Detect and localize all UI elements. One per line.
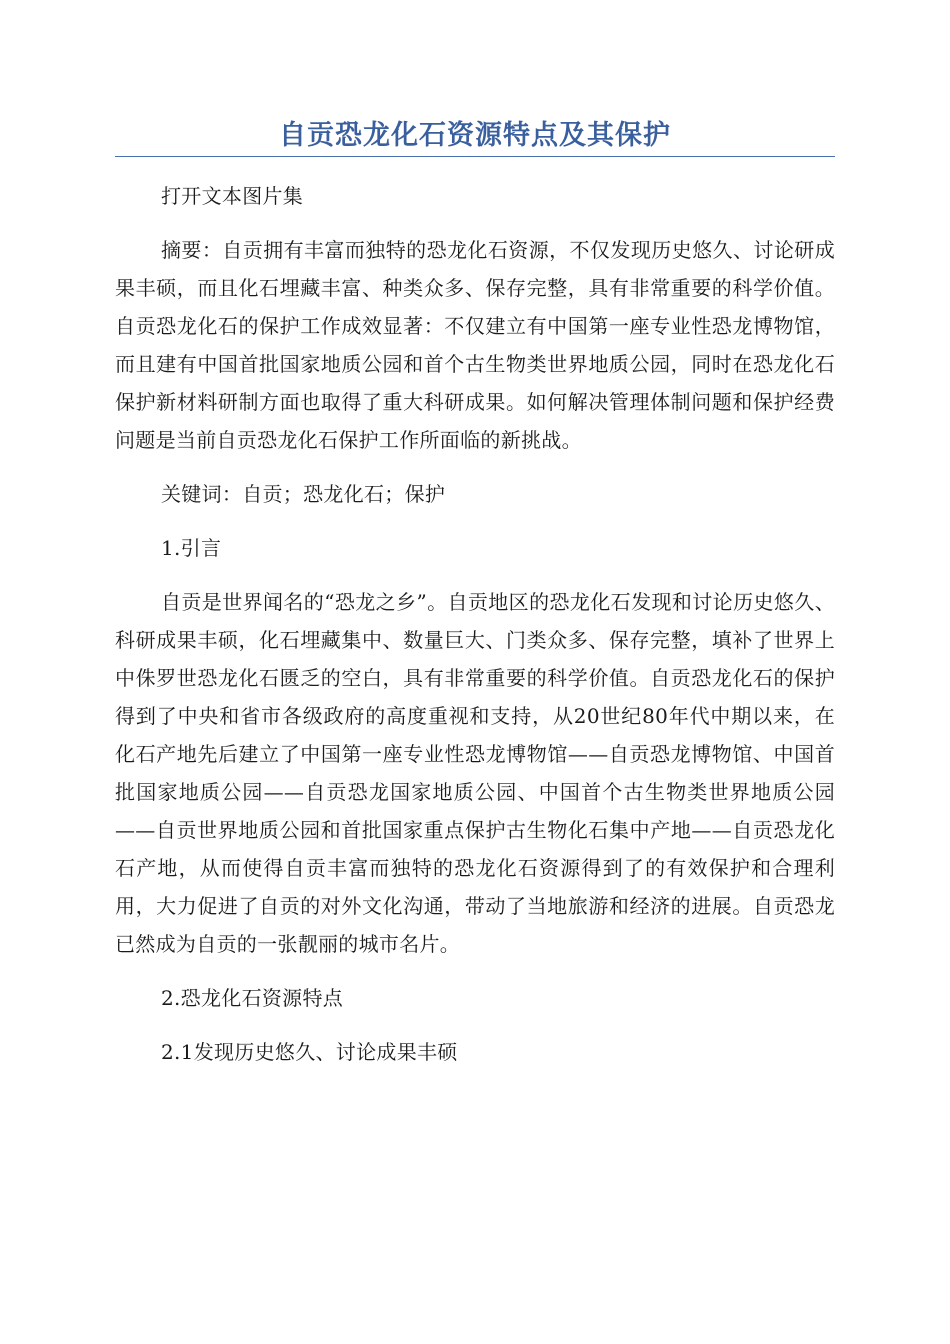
title-underline [115, 156, 835, 157]
keywords-line: 关键词：自贡；恐龙化石；保护 [161, 482, 446, 506]
section-1-body: 自贡是世界闻名的“恐龙之乡”。自贡地区的恐龙化石发现和讨论历史悠久、科研成果丰硕，化石埋藏集中、数量巨大、门类众多、保存完整，填补了世界上中侏罗世恐龙化石匮乏的空白，具有非常重要的科学价值。自贡恐龙化石的保护得到了中央和省市各级政府的高度重视和支持，从20世纪80年代中期以来，在化石产地先后建立了中国第一座专业性恐龙博物馆——自贡恐龙博物馆、中国首批国家地质公园——自贡恐龙国家地质公园、中国首个古生物类世界地质公园——自贡世界地质公园和首批国家重点保护古生物化石集中产地——自贡恐龙化石产地，从而使得自贡丰富而独特的恐龙化石资源得到了的有效保护和合理利用，大力促进了自贡的对外文化沟通，带动了当地旅游和经济的进展。自贡恐龙已然成为自贡的一张靓丽的城市名片。 [115, 590, 835, 956]
abstract-paragraph: 摘要：自贡拥有丰富而独特的恐龙化石资源，不仅发现历史悠久、讨论研成果丰硕，而且化石埋藏丰富、种类众多、保存完整，具有非常重要的科学价值。自贡恐龙化石的保护工作成效显著：不仅建立有中国第一座专业性恐龙博物馆，而且建有中国首批国家地质公园和首个古生物类世界地质公园，同时在恐龙化石保护新材料研制方面也取得了重大科研成果。如何解决管理体制问题和保护经费问题是当前自贡恐龙化石保护工作所面临的新挑战。 [115, 238, 835, 452]
section-1-heading: 1.引言 [161, 536, 222, 560]
document-title: 自贡恐龙化石资源特点及其保护 [279, 120, 671, 151]
section-2-heading: 2.恐龙化石资源特点 [161, 986, 344, 1010]
document-page [115, 0, 835, 1071]
open-gallery-link[interactable]: 打开文本图片集 [161, 184, 304, 208]
section-2-1-heading: 2.1发现历史悠久、讨论成果丰硕 [161, 1040, 458, 1064]
